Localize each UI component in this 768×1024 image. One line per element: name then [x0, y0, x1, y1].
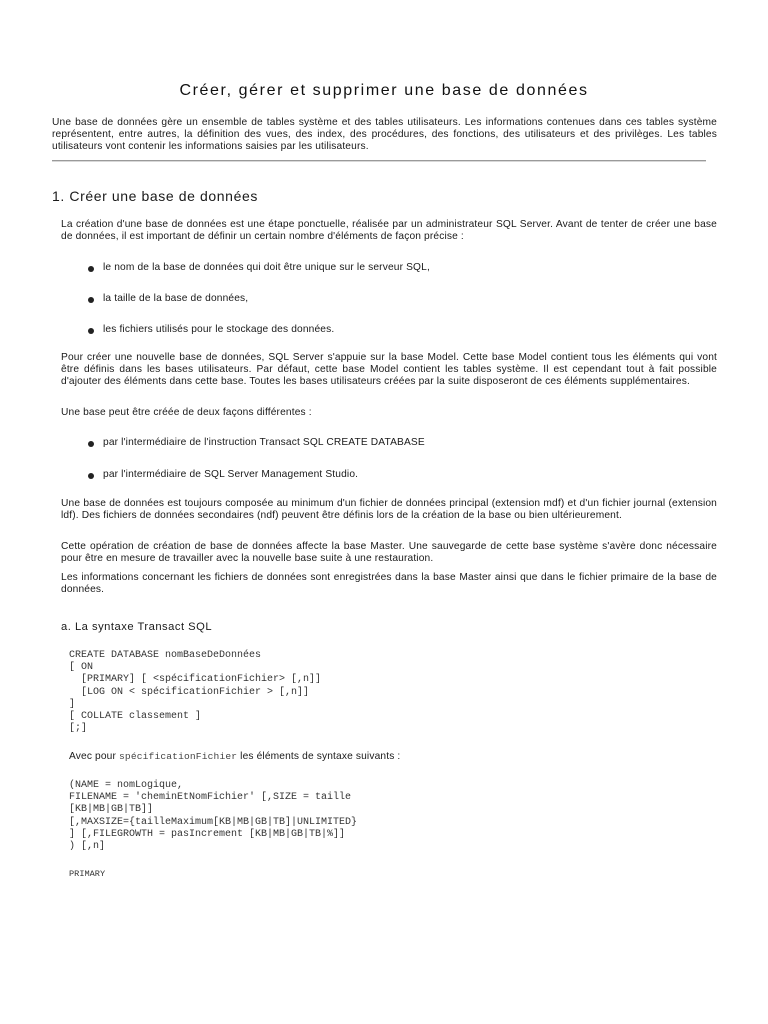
list-item — [88, 437, 425, 448]
bullet-icon — [88, 328, 94, 334]
section-paragraph-5: Cette opération de création de base de données affecte la base Master. Une sauvegarde de cette base système s'avère donc nécessaire pour être en mesure de travailler avec la nouvelle base suite à une restauration. — [61, 541, 717, 565]
section-paragraph-4: Une base de données est toujours composée au minimum d'un fichier de données principal (extension mdf) et d'un fichier journal (extension ldf). Des fichiers de données secondaires (ndf) peuvent être définis lors de la création de la base ou bien ultérieurement. — [61, 498, 717, 522]
list-item-text: les fichiers utilisés pour le stockage des données. — [103, 324, 335, 335]
list-item — [88, 469, 358, 480]
list-item-text: la taille de la base de données, — [103, 293, 249, 304]
horizontal-divider — [52, 160, 706, 162]
document-title: Créer, gérer et supprimer une base de données — [179, 82, 589, 99]
bullet-icon — [88, 473, 94, 479]
list-item-text: par l'intermédiaire de SQL Server Management Studio. — [103, 469, 359, 480]
syntax-term: spécificationFichier — [119, 751, 238, 762]
list-item — [88, 262, 430, 273]
section-paragraph-1: La création d'une base de données est une étape ponctuelle, réalisée par un administrateur SQL Server. Avant de tenter de créer une base de données, il est important de définir un certain nombre d'éléments de façon précise : — [61, 219, 717, 243]
list-item-text: par l'intermédiaire de l'instruction Transact SQL CREATE DATABASE — [103, 437, 425, 448]
section-paragraph-6: Les informations concernant les fichiers de données sont enregistrées dans la base Master ainsi que dans le fichier primaire de la base de données. — [61, 572, 717, 596]
syntax-intro-prefix: Avec pour — [69, 751, 120, 762]
bullet-icon — [88, 441, 94, 447]
intro-paragraph: Une base de données gère un ensemble de tables système et des tables utilisateurs. Les informations contenues dans ces tables système représentent, entre autres, la définition des vues, des index, des procédures, des fonctions, des utilisateurs et des privilèges. Les tables utilisateurs vont contenir les informations saisies par les utilisateurs. — [52, 117, 717, 153]
section-paragraph-3: Une base peut être créée de deux façons différentes : — [61, 407, 312, 418]
section-heading: 1. Créer une base de données — [52, 188, 258, 204]
bullet-icon — [88, 297, 94, 303]
bullet-icon — [88, 266, 94, 272]
list-item-text: le nom de la base de données qui doit être unique sur le serveur SQL, — [103, 262, 430, 273]
section-paragraph-2: Pour créer une nouvelle base de données, SQL Server s'appuie sur la base Model. Cette base Model contient tous les éléments qui vont être définis dans les bases utilisateurs. Par défaut, cette base Model contient les tables système. Il est cependant tout à fait possible d'ajouter des éléments dans cette base. Toutes les bases utilisateurs créées par la suite disposeront de ces éléments supplémentaires. — [61, 352, 717, 388]
list-item — [88, 324, 334, 335]
code-block-file-spec: (NAME = nomLogique, FILENAME = 'cheminEtNomFichier' [,SIZE = taille [KB|MB|GB|TB]] [,MAXSIZE={tailleMaximum[KB|MB|GB|TB]|UNLIMITED} ] [,FILEGROWTH = pasIncrement [KB|MB|GB|TB|%]] ) [,n] — [69, 780, 358, 853]
list-item — [88, 293, 248, 304]
code-block-create-database: CREATE DATABASE nomBaseDeDonnées [ ON [PRIMARY] [ <spécificationFichier> [,n]] [LOG ON < spécificationFichier > [,n]] ] [ COLLATE classement ] [;] — [69, 650, 322, 735]
primary-keyword-label: PRIMARY — [69, 869, 106, 879]
subsection-heading: a. La syntaxe Transact SQL — [61, 621, 213, 633]
syntax-intro-suffix: les éléments de syntaxe suivants : — [237, 751, 401, 762]
syntax-intro-line — [69, 751, 400, 762]
